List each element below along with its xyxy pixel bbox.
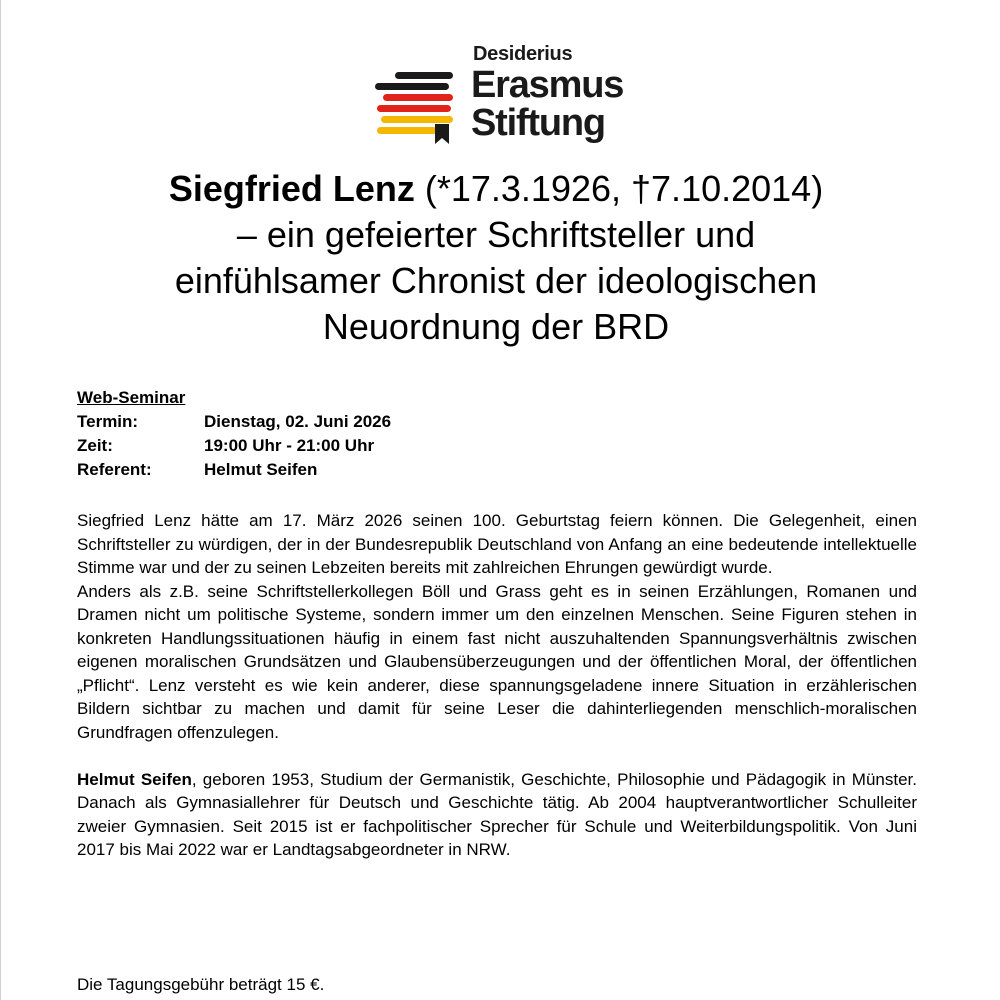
foundation-logo bbox=[373, 42, 633, 152]
detail-row-time bbox=[77, 434, 391, 458]
description-text bbox=[77, 509, 917, 862]
page-title bbox=[61, 166, 931, 350]
logo-line-erasmus: Erasmus bbox=[471, 64, 624, 106]
fee-note: Die Tagungsgebühr beträgt 15 €. bbox=[77, 975, 325, 994]
speaker-bio-text: , geboren 1953, Studium der Germanistik, Geschichte, Philosophie und Pädagogik in Münster. Danach als Gymnasiallehrer für Deutsch und Geschichte tätig. Ab 2004 hauptverantwortlicher Schulleiter zweier Gymnasien. Seit 2015 ist er fachpolitischer Sprecher für Schule und Weiterbildungspolitik. Von Juni 2017 bis Mai 2022 war er Landtagsabgeordneter in NRW. bbox=[77, 769, 918, 859]
books-logo-icon bbox=[373, 72, 463, 146]
description-paragraph-2: Anders als z.B. seine Schriftstellerkollegen Böll und Grass geht es in seinen Erzählungen, Romanen und Dramen nicht um politische Systeme, sondern immer um den einzelnen Menschen. Seine Figuren stehen in konkreten Handlungssituationen häufig in einem fast nicht auszuhaltenden Spannungsverhältnis zwischen eigenen moralischen Grundsätzen und Glaubensüberzeugungen und der öffentlichen Moral, der öffentlichen „Pflicht“. Lenz versteht es wie kein anderer, diese spannungsgeladene innere Situation in erzählerischen Bildern sichtbar zu machen und damit für seine Leser die dahinterliegenden menschlich-moralischen Grundfragen offenzulegen. bbox=[77, 581, 917, 742]
title-line-1 bbox=[61, 166, 931, 212]
detail-value: Dienstag, 02. Juni 2026 bbox=[204, 412, 392, 431]
title-line-4: Neuordnung der BRD bbox=[322, 306, 670, 347]
title-name: Siegfried Lenz bbox=[168, 168, 415, 209]
logo-wordmark bbox=[471, 42, 623, 142]
event-details bbox=[77, 386, 391, 482]
speaker-bio bbox=[77, 768, 917, 862]
detail-value: 19:00 Uhr - 21:00 Uhr bbox=[204, 436, 375, 455]
detail-row-date bbox=[77, 410, 391, 434]
title-line-2: – ein gefeierter Schriftsteller und bbox=[236, 214, 756, 255]
logo-line-desiderius: Desiderius bbox=[473, 43, 573, 65]
description-paragraph-1: Siegfried Lenz hätte am 17. März 2026 seinen 100. Geburtstag feiern können. Die Gelegenheit, einen Schriftsteller zu würdigen, der in der Bundesrepublik Deutschland von Anfang an eine bedeutende intellektuelle Stimme war und der zu seinen Lebzeiten bereits mit zahlreichen Ehrungen gewürdigt wurde. bbox=[77, 511, 917, 577]
event-type-heading: Web-Seminar bbox=[77, 388, 186, 407]
detail-label: Referent: bbox=[77, 460, 152, 479]
title-line-3: einfühlsamer Chronist der ideologischen bbox=[174, 260, 818, 301]
logo-line-stiftung: Stiftung bbox=[471, 102, 605, 144]
detail-value: Helmut Seifen bbox=[204, 460, 318, 479]
speaker-bio-name: Helmut Seifen bbox=[77, 769, 192, 789]
detail-label: Zeit: bbox=[77, 436, 113, 455]
detail-label: Termin: bbox=[77, 412, 139, 431]
title-dates: (*17.3.1926, †7.10.2014) bbox=[414, 168, 824, 209]
detail-row-speaker bbox=[77, 458, 391, 482]
